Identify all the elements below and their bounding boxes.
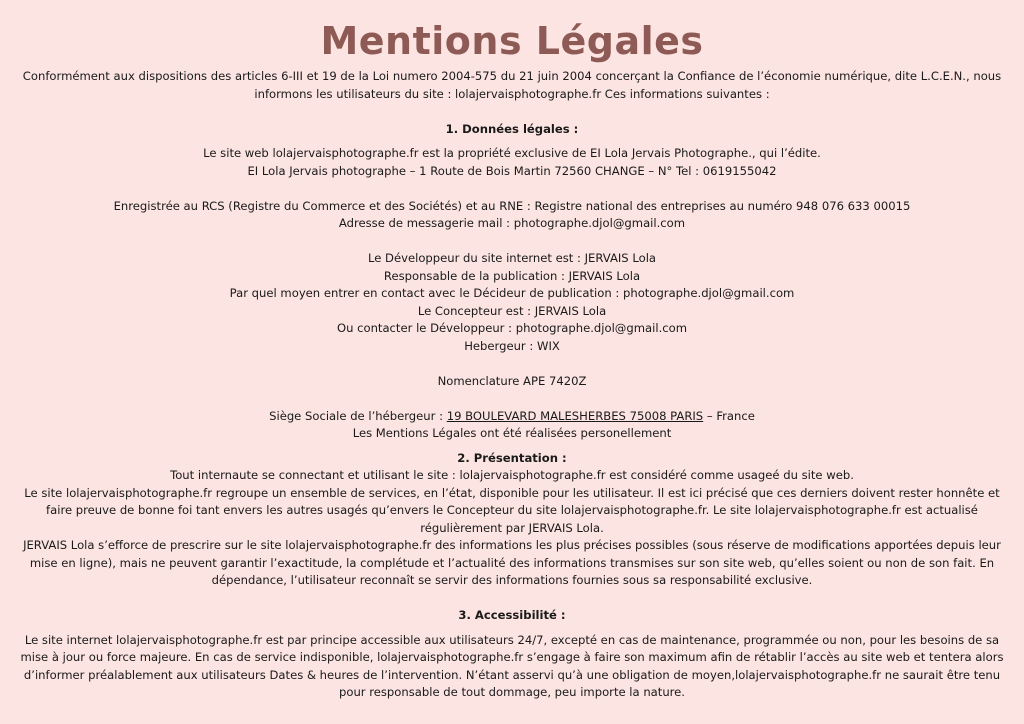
spacer [14,443,1010,450]
owner-line: Le site web lolajervaisphotographe.fr est la propriété exclusive de EI Lola Jervais Photographe., qui l’édite. [203,146,821,160]
host-line: Hebergeur : WIX [464,338,560,353]
presentation-paragraph-1: Tout internaute se connectant et utilisant le site : lolajervaisphotographe.fr est considéré comme usageé du site web. [170,468,854,482]
host-seat-label: Siège Sociale de l’hébergeur : [269,408,447,423]
section-heading-presentation: 2. Présentation : [457,450,567,465]
presentation-paragraph-3: JERVAIS Lola s’efforce de prescrire sur le site lolajervaisphotographe.fr des informations les plus précises possibles (sous réserve de modifications apportées depuis leur mise en ligne), mais ne peuvent garantir l’exactitude, la complétude et l’actualité des informations transmises sur son site web, qu’elles soient ou non de son fait. En dépendance, l’utilisateur reconnaît se servir des informations fournies sous sa responsabilité exclusive. [23,538,1001,587]
designer-line: Le Concepteur est : JERVAIS Lola [417,303,607,318]
email-line: Adresse de messagerie mail : photographe.djol@gmail.com [338,216,686,230]
host-address-link[interactable]: 19 BOULEVARD MALESHERBES 75008 PARIS [446,408,704,423]
intro-paragraph: Conformément aux dispositions des articles 6-III et 19 de la Loi numero 2004-575 du 21 juin 2004 concerçant la Confiance de l’économie numérique, dite L.C.E.N., nous informons les utilisateurs du site : lolajervaisphotographe.fr Ces informations suivantes : [22,69,1002,101]
section-heading-legal-data: 1. Données légales : [445,121,579,136]
host-seat-country: – France [703,408,755,423]
registry-line: Enregistrée au RCS (Registre du Commerce et des Sociétés) et au RNE : Registre national des entreprises au numéro 948 076 633 00015 [113,198,911,213]
section-heading-accessibility: 3. Accessibilité : [458,608,566,622]
spacer [14,138,1010,145]
developer-line: Le Développeur du site internet est : JERVAIS Lola [367,251,657,265]
spacer [14,233,1010,251]
page-title: Mentions Légales [320,19,704,63]
contact-developer-line: Ou contacter le Développeur : photographe.djol@gmail.com [336,321,688,335]
authorship-line: Les Mentions Légales ont été réalisées personellement [352,426,672,440]
section-legal-data [14,121,1010,443]
spacer [14,625,1010,632]
spacer [14,355,1010,373]
spacer [14,180,1010,198]
spacer [14,390,1010,408]
accessibility-paragraph: Le site internet lolajervaisphotographe.fr est par principe accessible aux utilisateurs 24/7, excepté en cas de maintenance, programmée ou non, pour les besoins de sa mise à jour ou force majeure. En cas de service indisponible, lolajervaisphotographe.fr s’engage à faire son maximum afin de rétablir l’accès au site web et tentera alors d’informer préalablement aux utilisateurs Dates & heures de l’intervention. N’étant asservi qu’à une obligation de moyen,lolajervaisphotographe.fr ne saurait être tenu pour responsable de tout dommage, peu importe la nature. [20,632,1004,699]
publisher-line: Responsable de la publication : JERVAIS Lola [383,268,641,283]
contact-publisher-line: Par quel moyen entrer en contact avec le Décideur de publication : photographe.djol@gmail.com [229,286,795,300]
presentation-paragraph-2: Le site lolajervaisphotographe.fr regroupe un ensemble de services, en l’état, disponible pour les utilisateur. Il est ici précisé que ces derniers doivent rester honnête et faire preuve de bonne foi tant envers les autres usagés qu’envers le Concepteur du site lolajervaisphotographe.fr. Le site lolajervaisphotographe.fr est actualisé régulièrement par JERVAIS Lola. [24,485,1000,535]
ape-line: Nomenclature APE 7420Z [437,373,587,388]
spacer [14,103,1010,121]
section-accessibility [14,607,1010,702]
spacer [14,590,1010,608]
host-seat-line [14,408,1010,426]
section-presentation [14,450,1010,590]
address-line: EI Lola Jervais photographe – 1 Route de Bois Martin 72560 CHANGE – N° Tel : 0619155042 [247,163,777,178]
